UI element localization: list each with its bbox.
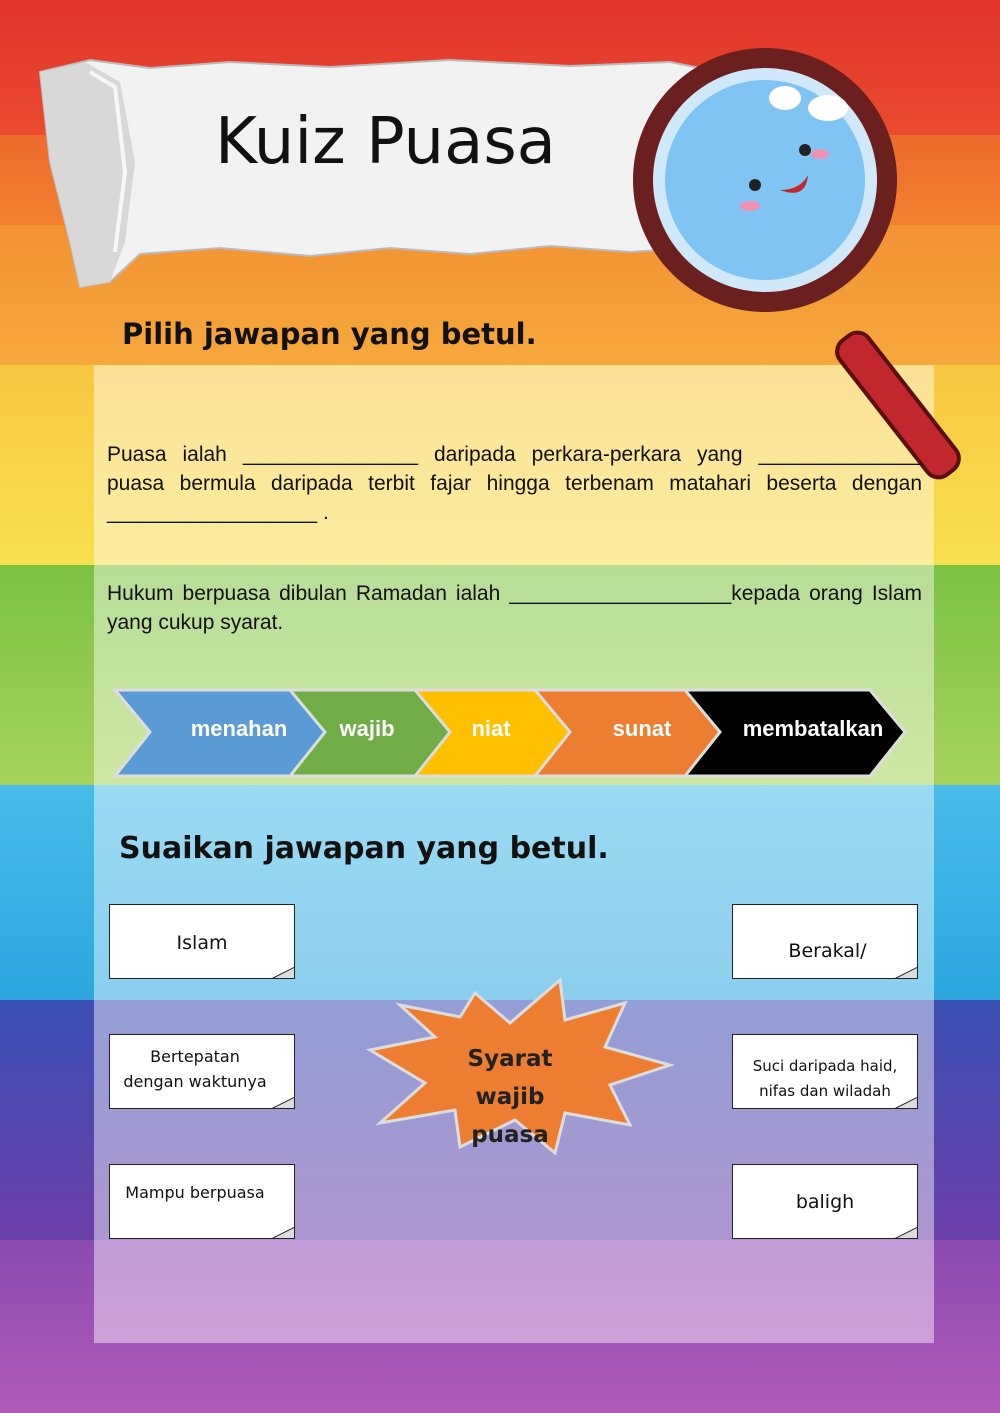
- page-title: Kuiz Puasa: [215, 105, 556, 179]
- option-niat[interactable]: niat: [471, 716, 511, 741]
- center-label-line1: Syarat wajib: [467, 1046, 553, 1110]
- card-label: baligh: [795, 1191, 855, 1213]
- section2-heading: Suaikan jawapan yang betul.: [119, 831, 609, 866]
- match-card-bertepatan[interactable]: [109, 1034, 295, 1109]
- card-label: Islam: [176, 932, 228, 954]
- option-sunat[interactable]: sunat: [612, 716, 672, 741]
- match-card-suci[interactable]: [732, 1034, 918, 1109]
- card-label-line1: Bertepatan: [150, 1047, 240, 1066]
- match-card-mampu[interactable]: [109, 1164, 295, 1239]
- magnifying-glass-icon: [630, 30, 1000, 500]
- card-label: Berakal/: [788, 940, 867, 962]
- center-label-line2: puasa: [471, 1122, 549, 1148]
- match-card-baligh[interactable]: [732, 1164, 918, 1239]
- center-label: [430, 1040, 590, 1154]
- question-1: Puasa ialah _______________ daripada perkara-perkara yang ______________ puasa bermula daripada terbit fajar hingga terbenam matahari beserta dengan __________________ .: [107, 443, 922, 524]
- match-card-berakal[interactable]: [732, 904, 918, 979]
- card-label-line2: nifas dan wiladah: [759, 1082, 891, 1100]
- match-card-islam[interactable]: [109, 904, 295, 979]
- card-label: Mampu berpuasa: [125, 1183, 265, 1202]
- card-label-line1: Suci daripada haid,: [752, 1057, 898, 1075]
- option-menahan[interactable]: menahan: [190, 716, 288, 741]
- card-label-line2: dengan waktunya: [123, 1072, 267, 1091]
- section1-heading: Pilih jawapan yang betul.: [122, 317, 537, 351]
- question-2: Hukum berpuasa dibulan Ramadan ialah ___________________kepada orang Islam yang cukup syarat.: [107, 582, 922, 634]
- option-wajib[interactable]: wajib: [339, 716, 395, 741]
- option-membatalkan[interactable]: membatalkan: [742, 716, 884, 741]
